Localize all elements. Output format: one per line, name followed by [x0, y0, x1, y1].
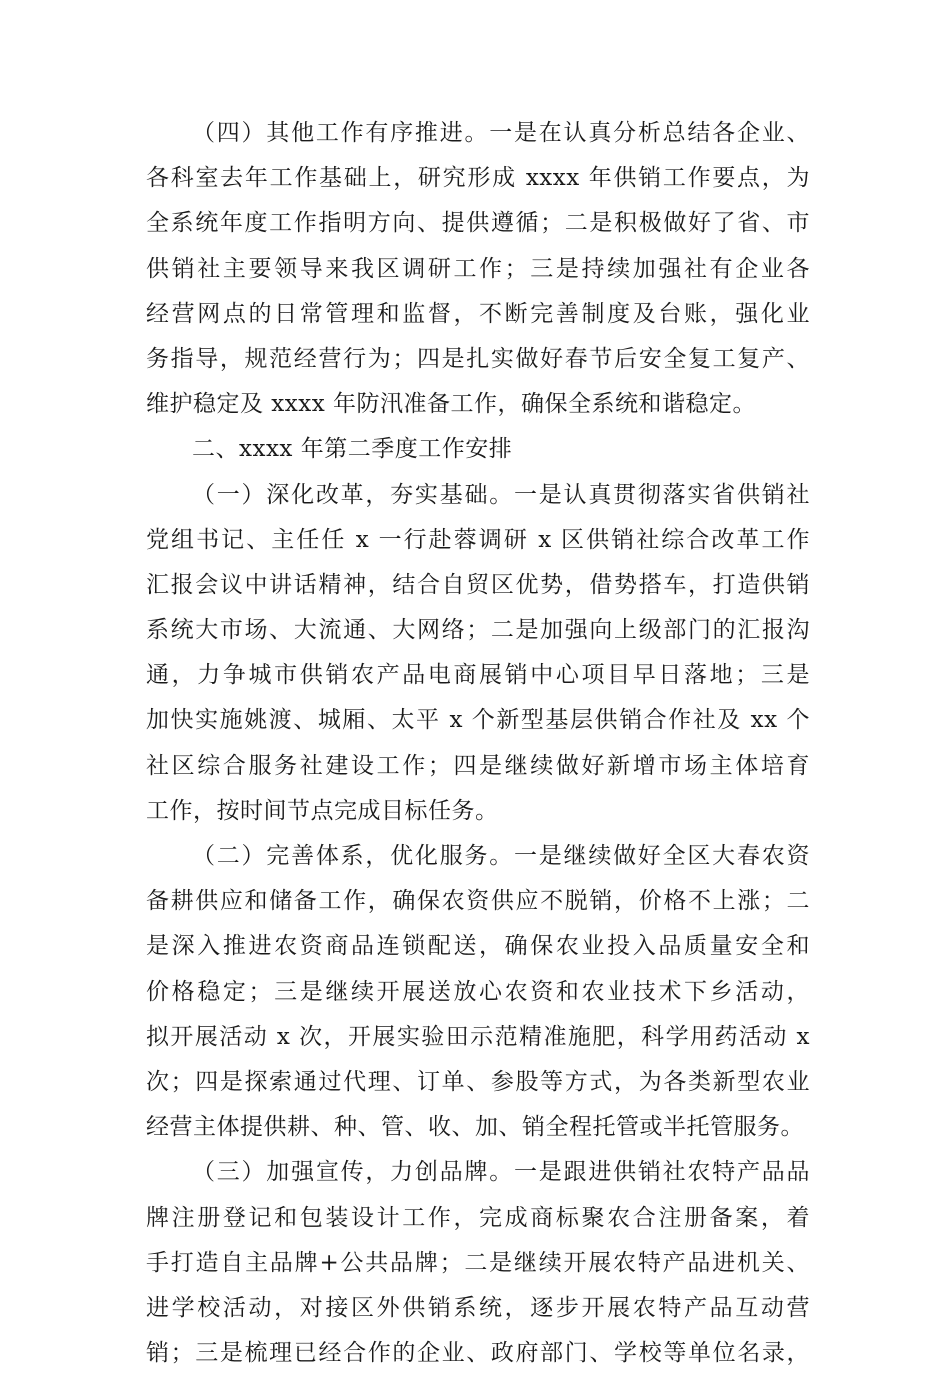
text-line: 次；四是探索通过代理、订单、参股等方式，为各类新型农业 [146, 1068, 810, 1095]
text-line: 通，力争城市供销农产品电商展销中心项目早日落地；三是 [146, 662, 810, 689]
text-line: 加快实施姚渡、城厢、太平 x 个新型基层供销合作社及 xx 个 [146, 707, 810, 734]
text-line: （二）完善体系，优化服务。一是继续做好全区大春农资 [192, 843, 810, 869]
text-line: 务指导，规范经营行为；四是扎实做好春节后安全复工复产、 [146, 345, 810, 372]
document-body [146, 111, 810, 1376]
text-line: （四）其他工作有序推进。一是在认真分析总结各企业、 [192, 120, 810, 146]
text-line: （一）深化改革，夯实基础。一是认真贯彻落实省供销社 [192, 481, 810, 508]
text-line: 汇报会议中讲话精神，结合自贸区优势，借势搭车，打造供销 [146, 571, 810, 598]
text-line: 是深入推进农资商品连锁配送，确保农业投入品质量安全和 [146, 933, 810, 960]
text-line: 全系统年度工作指明方向、提供遵循；二是积极做好了省、市 [146, 210, 810, 237]
text-line: 进学校活动，对接区外供销系统，逐步开展农特产品互动营 [146, 1294, 810, 1321]
text-line: （三）加强宣传，力创品牌。一是跟进供销社农特产品品 [192, 1159, 810, 1186]
text-line: 牌注册登记和包装设计工作，完成商标聚农合注册备案，着 [146, 1204, 810, 1231]
text-line: 社区综合服务社建设工作；四是继续做好新增市场主体培育 [146, 752, 810, 779]
text-line: 价格稳定；三是继续开展送放心农资和农业技术下乡活动， [146, 978, 810, 1005]
text-line: 拟开展活动 x 次，开展实验田示范精准施肥，科学用药活动 x [146, 1023, 810, 1050]
text-line: 维护稳定及 xxxx 年防汛准备工作，确保全系统和谐稳定。 [146, 391, 757, 418]
text-line: 经营主体提供耕、种、管、收、加、销全程托管或半托管服务。 [146, 1114, 804, 1141]
text-line: 二、xxxx 年第二季度工作安排 [192, 436, 513, 463]
text-line: 工作，按时间节点完成目标任务。 [146, 797, 499, 824]
text-line: 系统大市场、大流通、大网络；二是加强向上级部门的汇报沟 [146, 617, 810, 644]
text-line: 手打造自主品牌+公共品牌；二是继续开展农特产品进机关、 [146, 1249, 810, 1276]
text-line: 备耕供应和储备工作，确保农资供应不脱销，价格不上涨；二 [146, 888, 810, 915]
text-line: 供销社主要领导来我区调研工作；三是持续加强社有企业各 [146, 255, 810, 282]
text-line: 经营网点的日常管理和监督，不断完善制度及台账，强化业 [146, 300, 810, 327]
text-line: 各科室去年工作基础上，研究形成 xxxx 年供销工作要点，为 [146, 165, 810, 192]
text-line: 党组书记、主任任 x 一行赴蓉调研 x 区供销社综合改革工作 [146, 526, 810, 553]
text-line: 销；三是梳理已经合作的企业、政府部门、学校等单位名录， [146, 1340, 810, 1367]
